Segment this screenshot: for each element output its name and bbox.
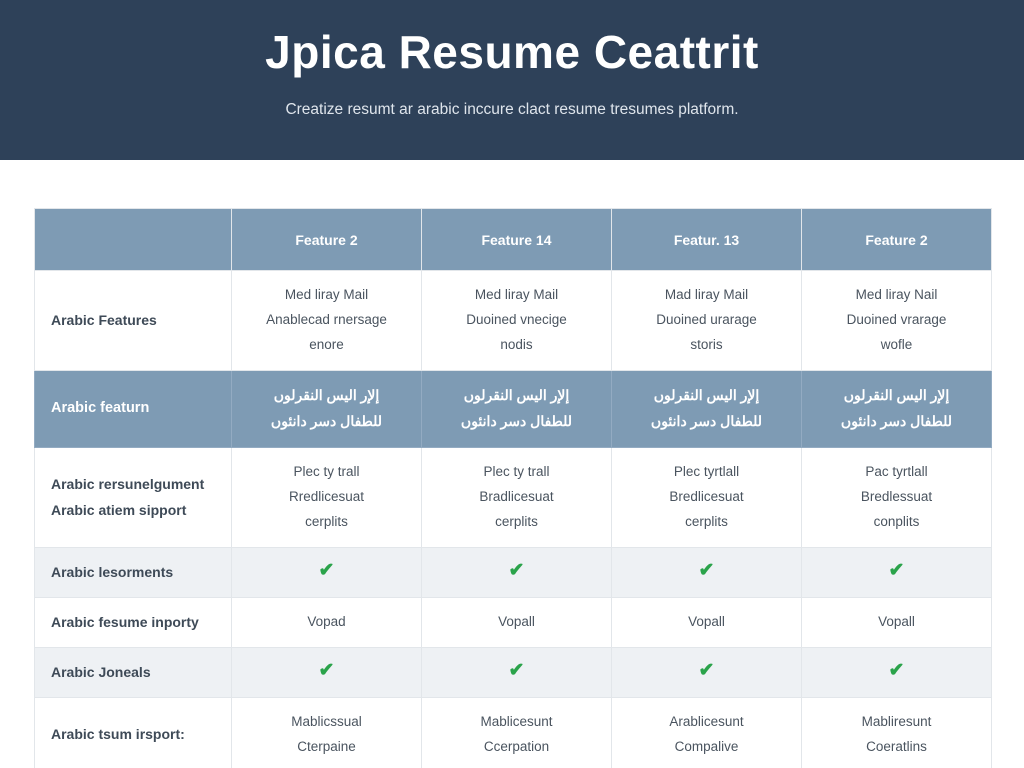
row-label (35, 547, 232, 597)
table-cell (612, 597, 802, 647)
cell-line: Med liray Mail (474, 287, 559, 302)
row-label-line: Arabic lesorments (51, 563, 174, 580)
cell-line: Duoіnеd vrarage (846, 311, 947, 327)
cell-line: Duoіnеd vnecige (466, 311, 567, 327)
cell-line: إلإر الیس النقرلوں (463, 386, 570, 403)
table-cell (802, 271, 992, 371)
cell-line: Vopall (688, 613, 725, 629)
table-cell (422, 271, 612, 371)
cell-line: Plec ty trall (293, 463, 360, 479)
table-cell-check (422, 647, 612, 697)
comparison-table-wrapper (0, 160, 1024, 768)
cell-line: Compalive (674, 738, 739, 754)
cell-line: للطفال دسر دانئوں (840, 412, 953, 429)
table-cell-check (802, 547, 992, 597)
cell-line: Plec tyrtlall (673, 463, 740, 479)
check-icon: ✔ (698, 559, 715, 581)
table-row (35, 697, 992, 768)
table-row (35, 547, 992, 597)
page-title: Jpica Resume Ceattrit (265, 26, 759, 78)
table-cell-check (612, 647, 802, 697)
table-row (35, 370, 992, 447)
cell-line: Vopall (878, 613, 915, 629)
check-icon: ✔ (888, 559, 905, 581)
cell-line: للطفال دسر دانئوں (460, 412, 573, 429)
cell-line: Mad liray Mail (664, 287, 749, 302)
row-label (35, 447, 232, 547)
cell-line: nodis (500, 336, 533, 352)
row-label (35, 271, 232, 371)
row-label-line: Arabic tsum irsport: (51, 726, 185, 743)
row-label (35, 697, 232, 768)
cell-line: للطفال دسر دانئوں (650, 412, 763, 429)
table-cell (802, 597, 992, 647)
cell-line: Anablecad rnersage (266, 311, 387, 327)
column-header-2: Feature 14 (422, 209, 612, 271)
cell-line: Bredlessuat (860, 488, 933, 504)
row-label (35, 370, 232, 447)
table-row (35, 647, 992, 697)
row-label (35, 597, 232, 647)
table-row (35, 597, 992, 647)
cell-line: Duoіnеd urarage (656, 311, 757, 327)
table-cell-check (612, 547, 802, 597)
cell-line: Arablicesunt (669, 713, 744, 729)
cell-line: Bradlicesuat (479, 488, 554, 504)
cell-line: Vopad (307, 613, 346, 629)
table-cell (232, 370, 422, 447)
cell-line: enore (309, 336, 344, 352)
cell-line: Coeratlins (866, 738, 927, 754)
cell-line: storis (690, 336, 723, 352)
column-header-3: Featur. 13 (612, 209, 802, 271)
cell-line: Mabliresunt (861, 713, 932, 729)
cell-line: Cterpaine (297, 738, 356, 754)
cell-line: Mablicesunt (480, 713, 553, 729)
table-cell (422, 370, 612, 447)
cell-line: Ccerpation (483, 738, 550, 754)
table-cell (232, 271, 422, 371)
table-head (35, 209, 992, 271)
page-subtitle: Creatize resumt ar arabic inccure clact resume tresumes platform. (285, 100, 739, 118)
table-cell (612, 370, 802, 447)
check-icon: ✔ (508, 559, 525, 581)
cell-line: Pac tyrtlall (865, 463, 928, 479)
table-body (35, 271, 992, 768)
cell-line: للطفال دسر دانئوں (270, 412, 383, 429)
column-header-4: Feature 2 (802, 209, 992, 271)
table-cell (422, 697, 612, 768)
cell-line: Mablicssual (291, 713, 362, 729)
comparison-table (34, 208, 992, 768)
cell-line: cerplits (685, 513, 728, 529)
cell-line: Bredlicesuat (669, 488, 744, 504)
table-header-row (35, 209, 992, 271)
page-header (0, 0, 1024, 160)
row-label-line: Arabic atiem sipport (51, 502, 187, 519)
cell-line: Rredlicesuat (288, 488, 365, 504)
check-icon: ✔ (888, 659, 905, 681)
table-cell (802, 697, 992, 768)
table-cell-check (422, 547, 612, 597)
cell-line: wofle (880, 336, 913, 352)
row-label-line: Arabic fesume inporty (51, 613, 199, 630)
row-label (35, 647, 232, 697)
table-cell (422, 597, 612, 647)
cell-line: Med liray Nail (855, 287, 938, 302)
table-row (35, 447, 992, 547)
cell-line: إلإر الیس النقرلوں (843, 386, 950, 403)
table-cell (232, 697, 422, 768)
check-icon: ✔ (318, 659, 335, 681)
table-cell (612, 697, 802, 768)
table-cell (422, 447, 612, 547)
cell-line: Med lіray Mail (284, 287, 369, 302)
cell-line: cerplits (305, 513, 348, 529)
cell-line: Plec ty trall (483, 463, 550, 479)
row-label-line: Arabic rersunelgument (51, 475, 205, 492)
table-cell (612, 271, 802, 371)
cell-line: cerplits (495, 513, 538, 529)
table-cell (232, 447, 422, 547)
cell-line: إلإر الیس النقرلوں (273, 386, 380, 403)
cell-line: conplits (873, 513, 920, 529)
table-cell-check (232, 547, 422, 597)
row-label-line: Arabic featurn (51, 400, 150, 417)
table-row (35, 271, 992, 371)
table-cell (802, 447, 992, 547)
check-icon: ✔ (508, 659, 525, 681)
table-cell (802, 370, 992, 447)
cell-line: Vopall (498, 613, 535, 629)
table-cell (612, 447, 802, 547)
table-corner-cell (35, 209, 232, 271)
check-icon: ✔ (318, 559, 335, 581)
cell-line: إلإر الیس النقرلوں (653, 386, 760, 403)
row-label-line: Arabic Joneals (51, 663, 151, 680)
table-cell (232, 597, 422, 647)
check-icon: ✔ (698, 659, 715, 681)
table-cell-check (802, 647, 992, 697)
row-label-line: Arabic Features (51, 312, 157, 329)
table-cell-check (232, 647, 422, 697)
column-header-1: Feature 2 (232, 209, 422, 271)
